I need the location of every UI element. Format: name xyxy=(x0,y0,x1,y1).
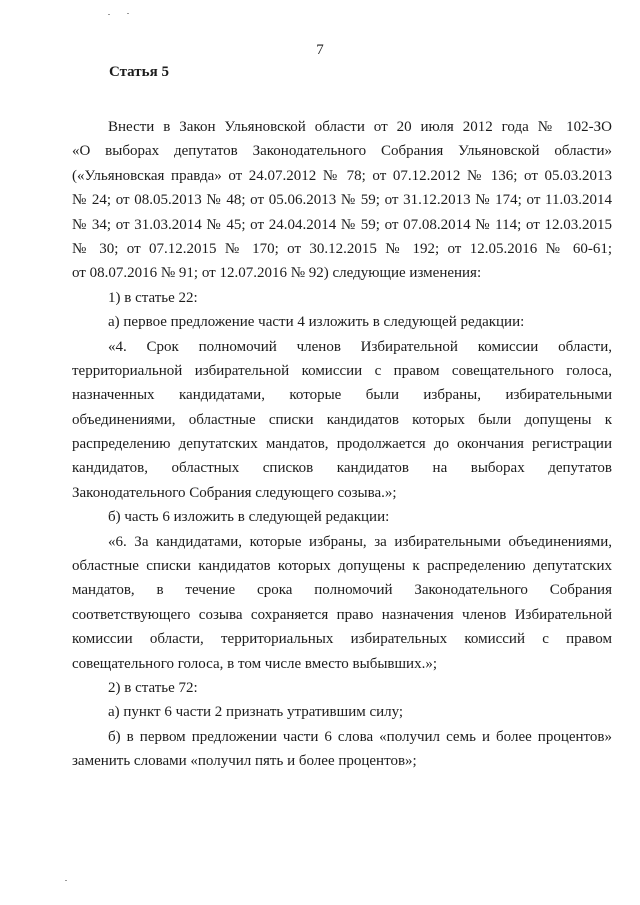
text-line: б) в первом предложении части 6 слова «получил семь и более процентов» xyxy=(108,728,612,745)
text-line: № 34; от 31.03.2014 № 45; от 24.04.2014 № 59; от 07.08.2014 № 114; от 12.03.2015 xyxy=(72,216,612,233)
text-line: распределению депутатских мандатов, продолжается до окончания регистрации xyxy=(72,436,612,453)
scan-speck xyxy=(127,13,129,14)
page-number: 7 xyxy=(316,42,324,58)
article-heading: Статья 5 xyxy=(109,64,169,80)
text-line: совещательного голоса, в том числе вместо выбывших.»; xyxy=(72,655,437,672)
text-line: мандатов, в течение срока полномочий Законодательного Собрания xyxy=(72,582,612,599)
text-line: от 08.07.2016 № 91; от 12.07.2016 № 92) следующие изменения: xyxy=(72,265,482,282)
text-line: а) первое предложение части 4 изложить в следующей редакции: xyxy=(108,314,525,331)
text-line: а) пункт 6 части 2 признать утратившим силу; xyxy=(108,704,404,721)
text-line: б) часть 6 изложить в следующей редакции: xyxy=(108,509,390,526)
scan-speck xyxy=(108,14,110,15)
text-line: комиссии области, территориальных избирательных комиссий с правом xyxy=(72,631,612,648)
text-line: 1) в статье 22: xyxy=(108,289,198,306)
text-line: Законодательного Собрания следующего созыва.»; xyxy=(72,484,397,501)
document-body xyxy=(72,115,612,774)
text-line: № 24; от 08.05.2013 № 48; от 05.06.2013 № 59; от 31.12.2013 № 174; от 11.03.2014 xyxy=(72,192,612,209)
text-line: областные списки кандидатов которых допущены к распределению депутатских xyxy=(72,558,612,575)
text-line: территориальной избирательной комиссии с правом совещательного голоса, xyxy=(72,362,612,379)
text-line: назначенных кандидатами, которые были избраны, избирательными xyxy=(72,387,612,404)
text-line: заменить словами «получил пять и более процентов»; xyxy=(72,753,417,770)
text-line: («Ульяновская правда» от 24.07.2012 № 78; от 07.12.2012 № 136; от 05.03.2013 xyxy=(72,167,612,184)
text-line: соответствующего созыва сохраняется право назначения членов Избирательной xyxy=(72,606,612,623)
text-line: объединениями, областные списки кандидатов которых были допущены к xyxy=(72,411,612,428)
scan-speck xyxy=(65,880,67,881)
text-line: № 30; от 07.12.2015 № 170; от 30.12.2015 № 192; от 12.05.2016 № 60-61; xyxy=(72,240,612,257)
text-line: «4. Срок полномочий членов Избирательной комиссии области, xyxy=(108,338,612,355)
text-line: Внести в Закон Ульяновской области от 20 июля 2012 года № 102-ЗО xyxy=(108,119,612,135)
text-line: «6. За кандидатами, которые избраны, за избирательными объединениями, xyxy=(108,533,612,550)
text-line: кандидатов, областных списков кандидатов на выборах депутатов xyxy=(72,460,612,477)
text-line: 2) в статье 72: xyxy=(108,679,198,696)
text-line: «О выборах депутатов Законодательного Собрания Ульяновской области» xyxy=(72,143,612,160)
